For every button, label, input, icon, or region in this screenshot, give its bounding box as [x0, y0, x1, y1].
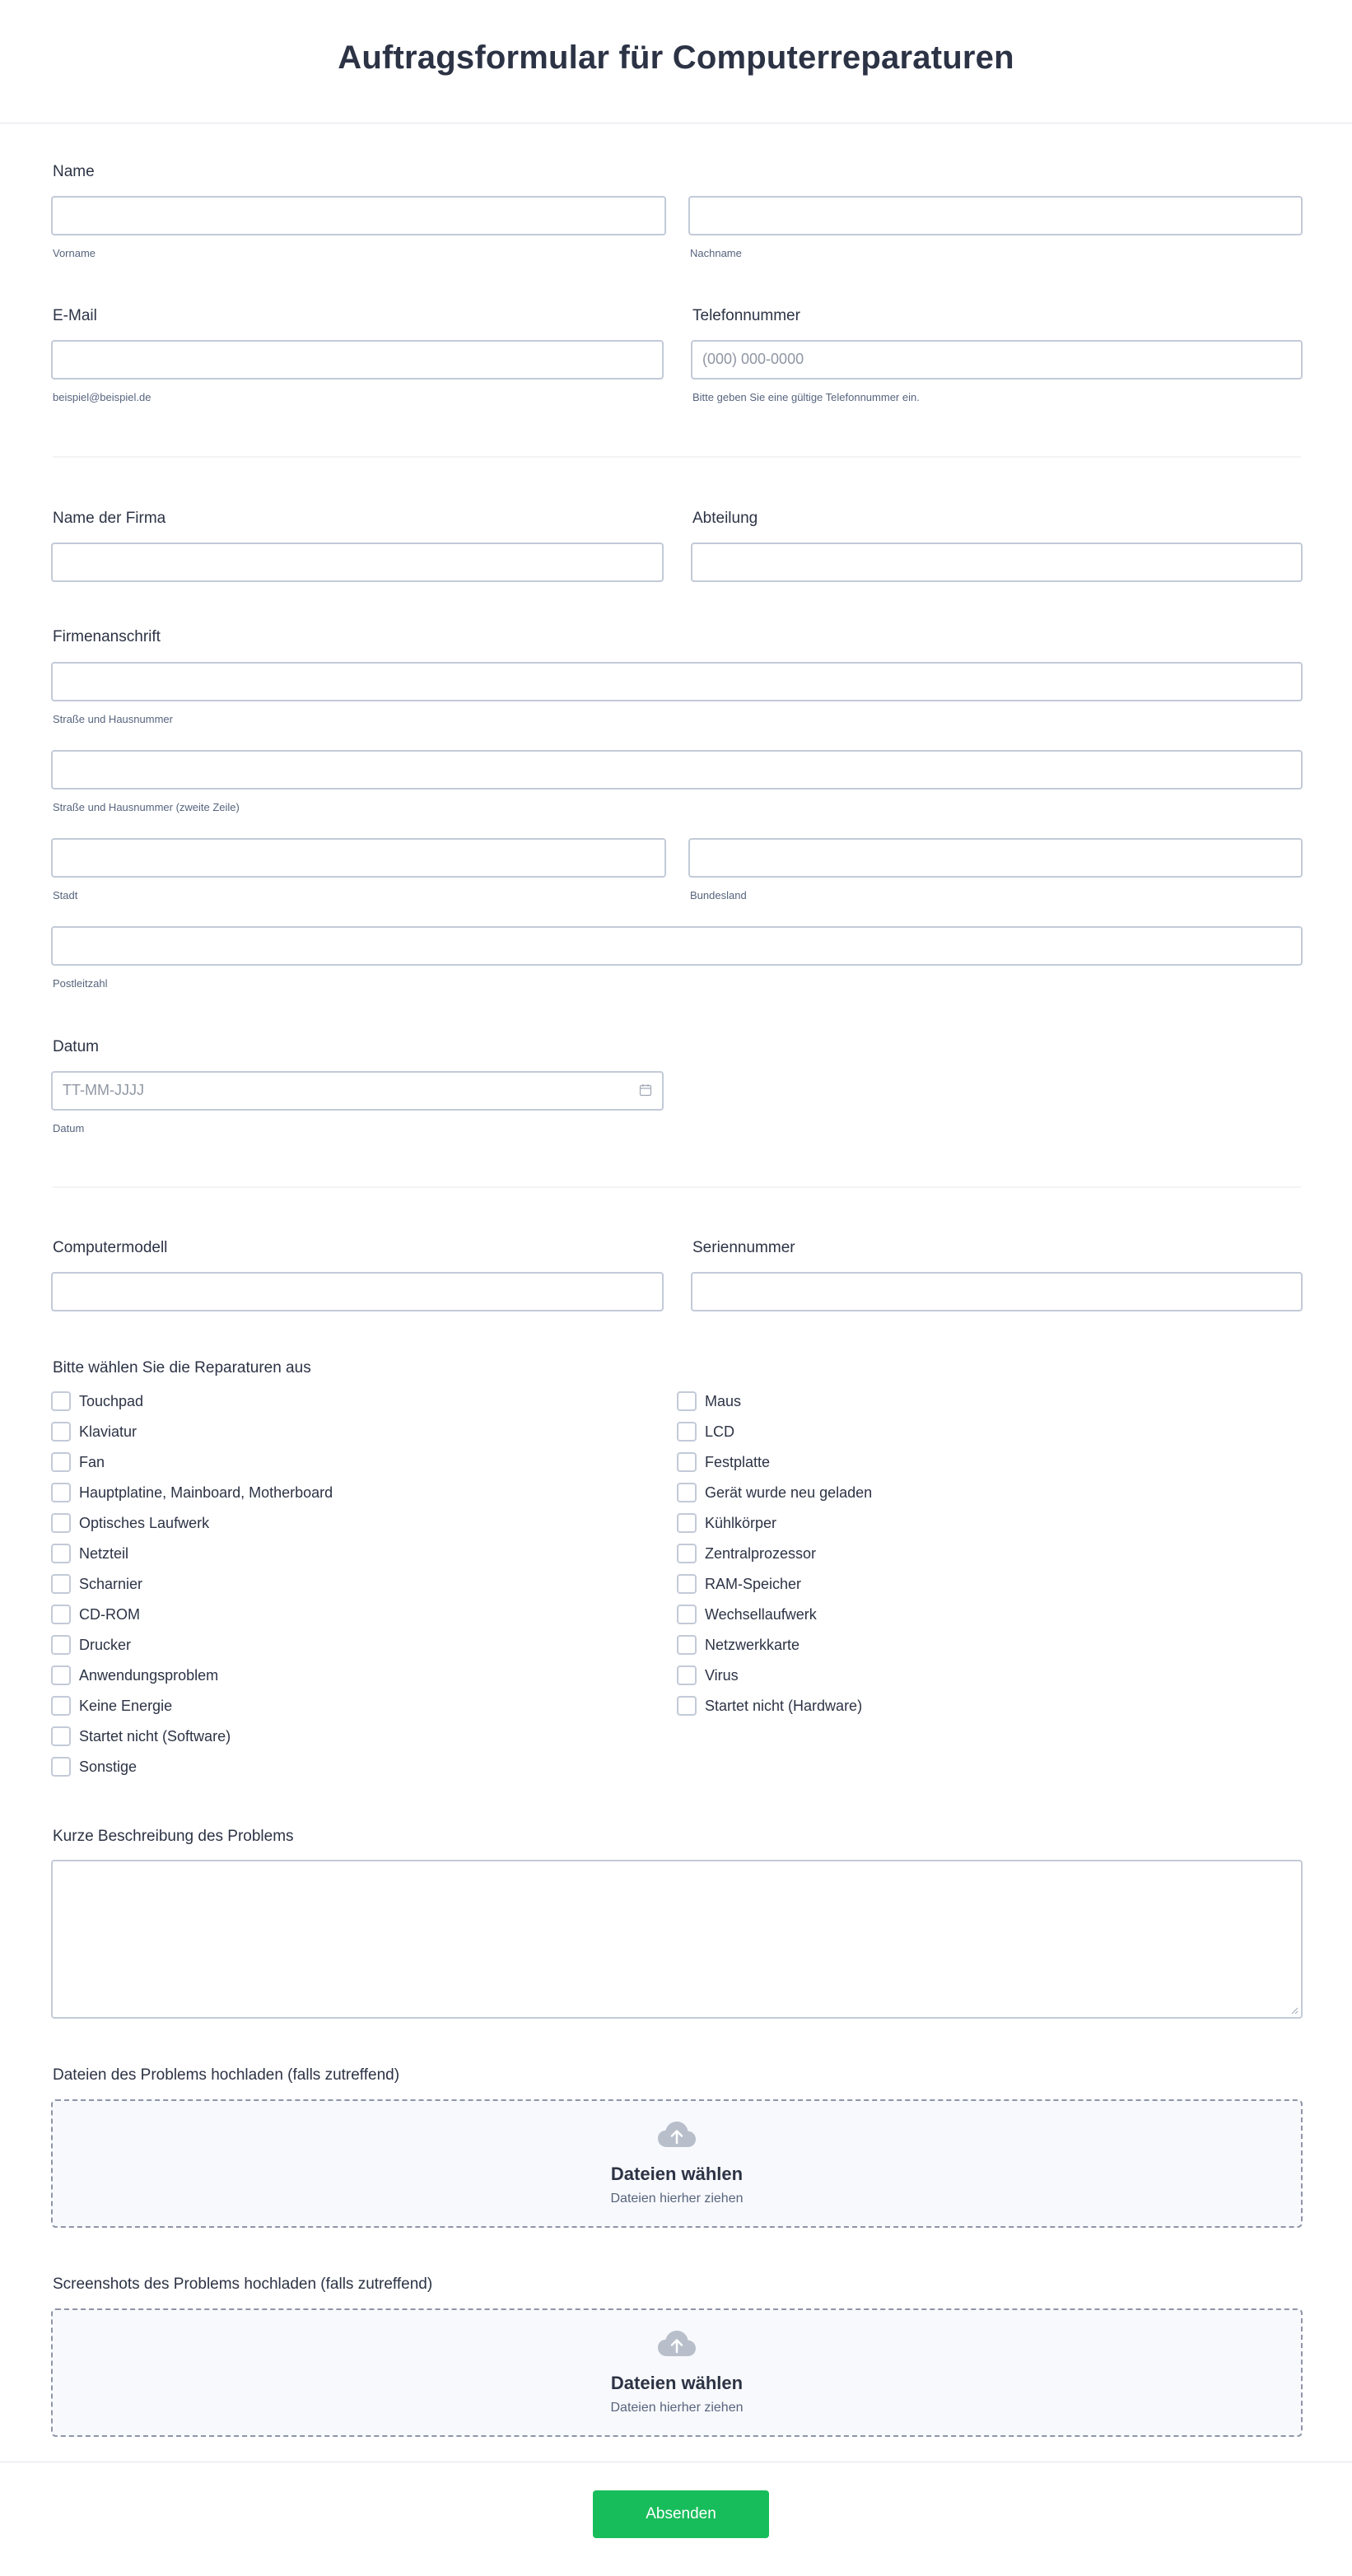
repair-option[interactable]	[677, 1665, 739, 1685]
repair-option-label: Netzwerkkarte	[705, 1636, 800, 1653]
company-name-input[interactable]	[51, 543, 664, 582]
repair-option-label: Wechsellaufwerk	[705, 1605, 817, 1623]
repair-option[interactable]	[51, 1605, 140, 1624]
checkbox[interactable]	[677, 1544, 697, 1563]
street-input[interactable]	[51, 662, 1303, 701]
checkbox[interactable]	[677, 1605, 697, 1624]
repair-option-label: Scharnier	[79, 1575, 143, 1592]
first-name-sublabel: Vorname	[53, 247, 96, 259]
repair-option[interactable]	[51, 1665, 218, 1685]
drag-files-hint: Dateien hierher ziehen	[610, 2192, 744, 2206]
checkbox[interactable]	[51, 1544, 71, 1563]
date-input[interactable]	[51, 1071, 664, 1111]
repair-option[interactable]	[677, 1605, 817, 1624]
repair-option-label: Gerät wurde neu geladen	[705, 1484, 873, 1501]
repair-option-label: Hauptplatine, Mainboard, Motherboard	[79, 1484, 333, 1501]
calendar-icon[interactable]	[639, 1083, 652, 1097]
checkbox[interactable]	[51, 1391, 71, 1411]
repair-option[interactable]	[677, 1391, 741, 1411]
form-footer	[0, 2462, 1352, 2576]
repair-option-label: CD-ROM	[79, 1605, 140, 1623]
repair-option-label: Kühlkörper	[705, 1514, 777, 1531]
repair-option[interactable]	[51, 1391, 143, 1411]
checkbox[interactable]	[51, 1605, 71, 1624]
resize-handle-icon[interactable]	[1290, 2006, 1298, 2015]
cloud-upload-icon	[657, 2121, 697, 2149]
checkbox[interactable]	[677, 1452, 697, 1472]
repair-option-label: Optisches Laufwerk	[79, 1514, 210, 1531]
email-sublabel: beispiel@beispiel.de	[53, 391, 152, 403]
city-input[interactable]	[51, 838, 666, 878]
screenshot-upload-label: Screenshots des Problems hochladen (falls zutreffend)	[53, 2276, 433, 2293]
first-name-input[interactable]	[51, 196, 666, 235]
repair-option[interactable]	[677, 1483, 872, 1502]
repair-option[interactable]	[677, 1513, 776, 1533]
repair-option-label: Maus	[705, 1392, 742, 1409]
repair-option[interactable]	[51, 1483, 333, 1502]
repair-option[interactable]	[51, 1726, 231, 1746]
repair-option-label: LCD	[705, 1423, 735, 1440]
repair-option-label: Netzteil	[79, 1544, 129, 1562]
cloud-upload-icon	[657, 2330, 697, 2358]
state-sublabel: Bundesland	[690, 889, 747, 901]
repair-option[interactable]	[677, 1544, 816, 1563]
phone-placeholder: (000) 000-0000	[702, 351, 804, 367]
department-label: Abteilung	[692, 510, 758, 527]
repair-option-label: Startet nicht (Hardware)	[705, 1697, 863, 1714]
repair-option-label: Startet nicht (Software)	[79, 1727, 231, 1745]
repair-option[interactable]	[51, 1574, 142, 1594]
computer-model-label: Computermodell	[53, 1239, 168, 1256]
repair-option-label: RAM-Speicher	[705, 1575, 802, 1592]
repair-option[interactable]	[51, 1452, 105, 1472]
repair-option-label: Virus	[705, 1666, 739, 1684]
checkbox[interactable]	[677, 1696, 697, 1716]
section-divider-2	[53, 1186, 1301, 1188]
checkbox[interactable]	[677, 1391, 697, 1411]
phone-input[interactable]	[691, 340, 1303, 380]
repair-option-label: Anwendungsproblem	[79, 1666, 219, 1684]
city-sublabel: Stadt	[53, 889, 78, 901]
checkbox[interactable]	[677, 1483, 697, 1502]
email-label: E-Mail	[53, 307, 97, 324]
section-divider	[53, 456, 1301, 458]
choose-files-button[interactable]: Dateien wählen	[610, 2164, 744, 2184]
street2-sublabel: Straße und Hausnummer (zweite Zeile)	[53, 801, 240, 813]
repair-option-label: Touchpad	[79, 1392, 144, 1409]
checkbox[interactable]	[51, 1574, 71, 1594]
repair-option-label: Fan	[79, 1453, 105, 1470]
checkbox[interactable]	[51, 1452, 71, 1472]
repairs-label: Bitte wählen Sie die Reparaturen aus	[53, 1359, 311, 1377]
repair-option[interactable]	[51, 1757, 137, 1777]
repair-option-label: Sonstige	[79, 1758, 138, 1775]
zip-sublabel: Postleitzahl	[53, 977, 108, 990]
checkbox[interactable]	[51, 1422, 71, 1442]
phone-sublabel: Bitte geben Sie eine gültige Telefonnummer ein.	[692, 391, 920, 403]
checkbox[interactable]	[51, 1726, 71, 1746]
repair-option[interactable]	[677, 1452, 770, 1472]
repair-option-label: Klaviatur	[79, 1423, 138, 1440]
state-input[interactable]	[688, 838, 1303, 878]
date-sublabel: Datum	[53, 1122, 85, 1134]
choose-screenshots-button[interactable]: Dateien wählen	[610, 2373, 744, 2393]
checkbox[interactable]	[677, 1635, 697, 1655]
checkbox[interactable]	[51, 1483, 71, 1502]
repair-option[interactable]	[51, 1696, 172, 1716]
repair-option-label: Zentralprozessor	[705, 1544, 817, 1562]
repair-option-label: Drucker	[79, 1636, 132, 1653]
checkbox[interactable]	[51, 1513, 71, 1533]
computer-model-input[interactable]	[51, 1272, 664, 1311]
repair-option[interactable]	[677, 1422, 734, 1442]
file-upload-dropzone[interactable]	[51, 2099, 1303, 2228]
description-label: Kurze Beschreibung des Problems	[53, 1828, 294, 1845]
zip-input[interactable]	[51, 926, 1303, 966]
date-label: Datum	[53, 1038, 99, 1055]
repair-option[interactable]	[51, 1422, 137, 1442]
drag-screenshots-hint: Dateien hierher ziehen	[610, 2401, 744, 2415]
name-label: Name	[53, 163, 95, 180]
street2-input[interactable]	[51, 750, 1303, 790]
checkbox[interactable]	[51, 1696, 71, 1716]
checkbox[interactable]	[677, 1422, 697, 1442]
repair-option[interactable]	[677, 1635, 800, 1655]
department-input[interactable]	[691, 543, 1303, 582]
checkbox[interactable]	[677, 1665, 697, 1685]
last-name-input[interactable]	[688, 196, 1303, 235]
repair-option[interactable]	[51, 1544, 128, 1563]
description-textarea[interactable]	[51, 1860, 1303, 2019]
screenshot-upload-dropzone[interactable]	[51, 2308, 1303, 2437]
repair-option[interactable]	[51, 1513, 209, 1533]
checkbox[interactable]	[51, 1757, 71, 1777]
phone-label: Telefonnummer	[692, 307, 800, 324]
file-upload-label: Dateien des Problems hochladen (falls zutreffend)	[53, 2066, 400, 2084]
checkbox[interactable]	[51, 1635, 71, 1655]
checkbox[interactable]	[677, 1513, 697, 1533]
checkbox[interactable]	[51, 1665, 71, 1685]
checkbox[interactable]	[677, 1574, 697, 1594]
repair-option-label: Keine Energie	[79, 1697, 173, 1714]
email-input[interactable]	[51, 340, 664, 380]
last-name-sublabel: Nachname	[690, 247, 742, 259]
submit-button[interactable]: Absenden	[593, 2490, 769, 2538]
street-sublabel: Straße und Hausnummer	[53, 713, 173, 725]
company-name-label: Name der Firma	[53, 510, 166, 527]
form-title: Auftragsformular für Computerreparaturen	[338, 40, 1014, 76]
repair-option[interactable]	[677, 1574, 801, 1594]
serial-number-label: Seriennummer	[692, 1239, 795, 1256]
repair-option-label: Festplatte	[705, 1453, 771, 1470]
repair-option[interactable]	[677, 1696, 862, 1716]
address-label: Firmenanschrift	[53, 628, 161, 645]
date-placeholder: TT-MM-JJJJ	[63, 1082, 144, 1098]
serial-number-input[interactable]	[691, 1272, 1303, 1311]
form-header	[0, 0, 1352, 123]
repair-option[interactable]	[51, 1635, 131, 1655]
